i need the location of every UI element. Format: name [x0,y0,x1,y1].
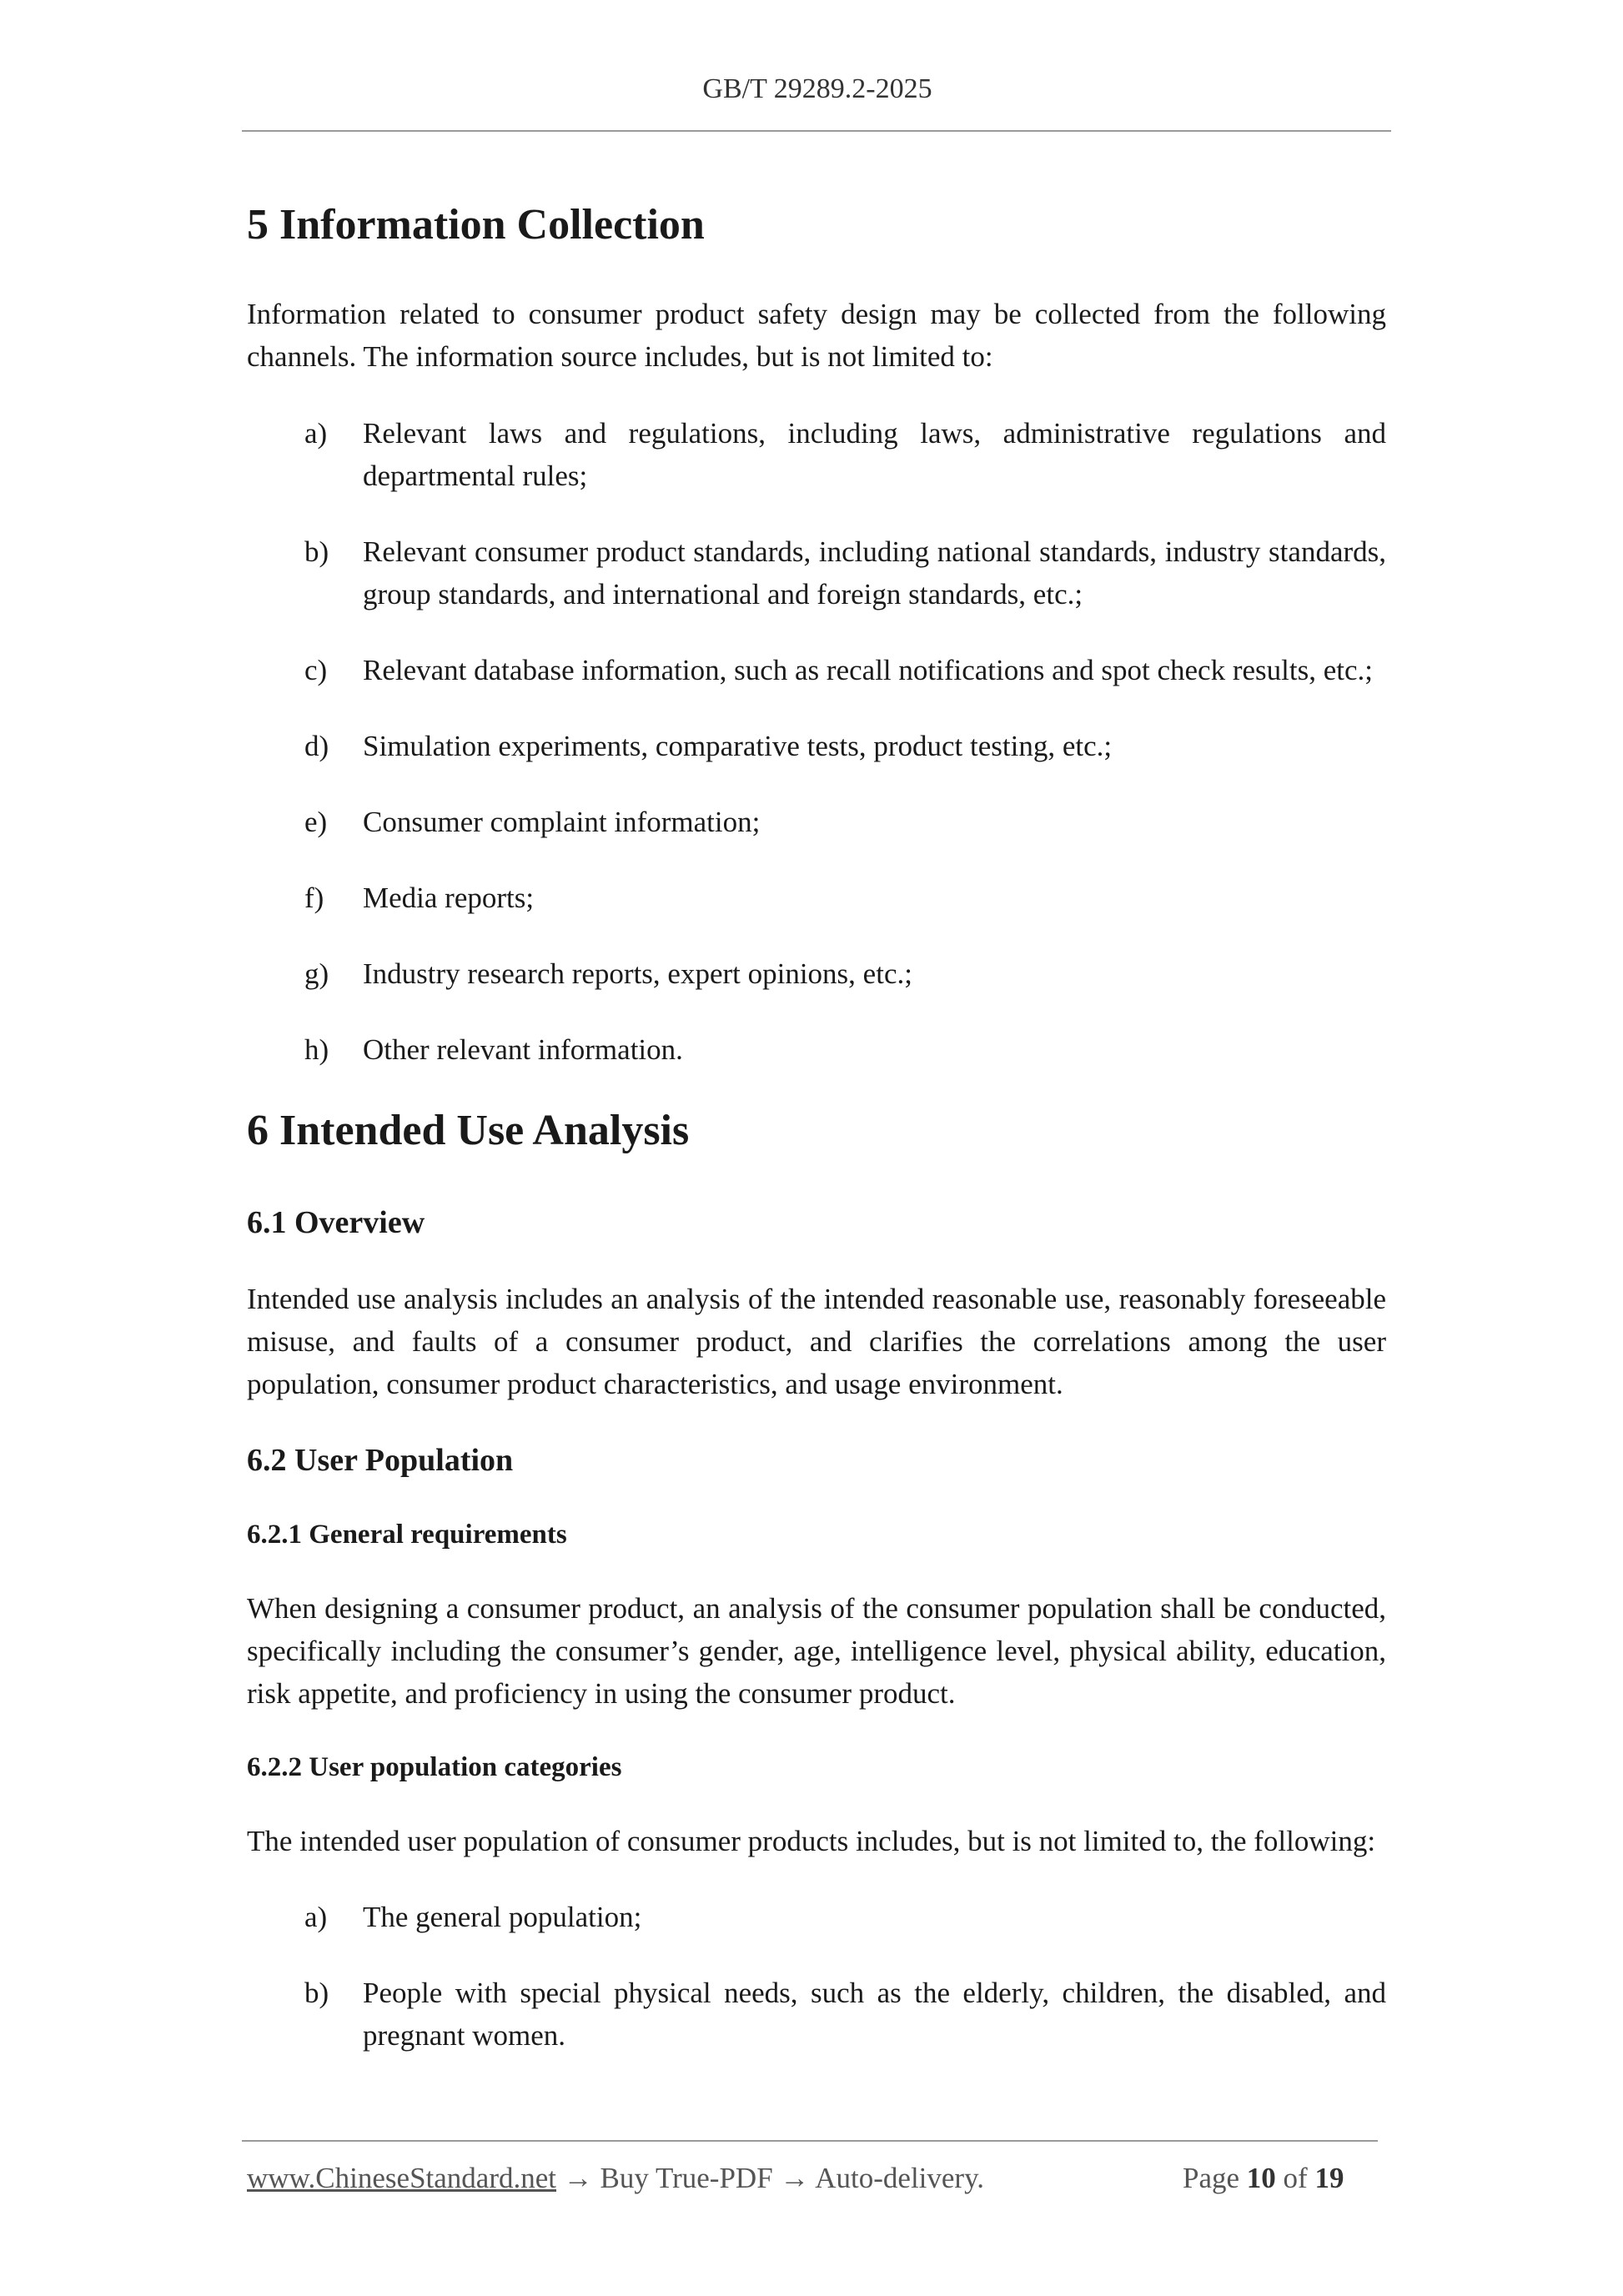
list-item [247,1896,1386,1938]
list-item-text: Industry research reports, expert opinions, etc.; [363,957,912,990]
list-item [247,1028,1386,1071]
list-item-text: People with special physical needs, such as the elderly, children, the disabled, and pregnant women. [363,1977,1386,2052]
total-pages: 19 [1314,2162,1344,2194]
section-6-1-text: Intended use analysis includes an analysis of the intended reasonable use, reasonably foreseeable misuse, and faults of a consumer product, and clarifies the correlations among the user population, consumer product characteristics, and usage environment. [247,1283,1386,1400]
list-item-text: Consumer complaint information; [363,806,761,838]
list-item-text: Relevant consumer product standards, including national standards, industry standards, group standards, and international and foreign standards, etc.; [363,535,1386,610]
list-item-text: The general population; [363,1901,642,1933]
section-5-title: 5 Information Collection [247,201,705,249]
list-item [247,649,1386,691]
running-header: GB/T 29289.2-2025 [702,73,932,104]
section-6-1-title: 6.1 Overview [247,1205,425,1240]
site-link[interactable]: www.ChineseStandard.net [247,2162,556,2194]
list-item-text: Simulation experiments, comparative tests, product testing, etc.; [363,730,1113,762]
footer-promo [247,2162,984,2195]
list-item [247,952,1386,995]
list-marker: c) [304,654,328,686]
list-marker: b) [304,1977,329,2009]
delivery-text: Auto-delivery. [815,2162,985,2194]
section-5-intro: Information related to consumer product safety design may be collected from the following channels. The information source includes, but is not limited to: [247,298,1386,373]
list-marker: f) [304,882,324,914]
section-6-2-2-list [247,1896,1386,2057]
list-item [247,1972,1386,2057]
current-page: 10 [1246,2162,1276,2194]
section-5-list [247,412,1386,1071]
list-item-text: Relevant laws and regulations, including laws, administrative regulations and departmental rules; [363,417,1386,492]
list-item [247,530,1386,615]
list-marker: e) [304,806,328,838]
page-label: Page [1183,2162,1240,2194]
section-6-2-2-intro: The intended user population of consumer products includes, but is not limited to, the following: [247,1825,1376,1857]
section-6-2-1-title: 6.2.1 General requirements [247,1520,567,1550]
page-content [247,197,1386,2057]
list-item [247,801,1386,843]
list-marker: h) [304,1033,329,1066]
header-divider [242,130,1391,132]
section-6-2-2-title: 6.2.2 User population categories [247,1752,622,1782]
section-6-2-1-text: When designing a consumer product, an analysis of the consumer population shall be conducted, specifically including the consumer’s gender, age, intelligence level, physical ability, education, risk appetite, and proficiency in using the consumer product. [247,1592,1386,1710]
list-marker: a) [304,417,328,450]
list-item [247,877,1386,919]
list-marker: b) [304,535,329,568]
list-marker: d) [304,730,329,762]
section-6-title: 6 Intended Use Analysis [247,1107,690,1154]
list-item-text: Media reports; [363,882,535,914]
list-marker: a) [304,1901,328,1933]
list-item [247,725,1386,767]
of-label: of [1283,2162,1308,2194]
arrow-right-icon: → [780,2162,810,2194]
footer-divider [242,2140,1378,2142]
list-item [247,412,1386,497]
section-6-2-title: 6.2 User Population [247,1443,514,1478]
arrow-right-icon: → [563,2162,593,2194]
list-item-text: Relevant database information, such as recall notifications and spot check results, etc.; [363,654,1373,686]
buy-text: Buy True-PDF [600,2162,773,2194]
list-marker: g) [304,957,329,990]
page-number [1183,2162,1344,2195]
list-item-text: Other relevant information. [363,1033,683,1066]
